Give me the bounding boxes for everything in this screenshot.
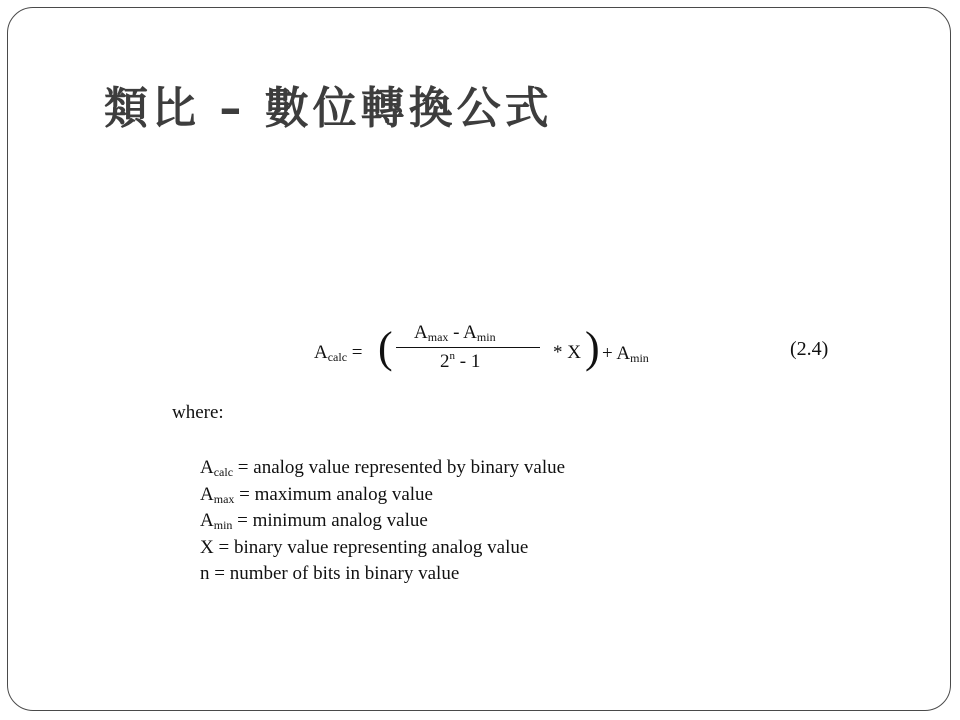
plus-a-min: [602, 343, 649, 365]
slide-title: 類比 – 數位轉換公式: [104, 83, 553, 134]
definition-text: = number of bits in binary value: [209, 563, 460, 584]
definition-subscript: calc: [213, 465, 234, 479]
numerator-minus-a-min: - A: [448, 322, 477, 343]
denominator-exponent: n: [449, 350, 455, 362]
fraction-numerator: [414, 322, 496, 344]
lhs-symbol: A: [314, 342, 328, 363]
denominator-minus-one: - 1: [455, 351, 481, 372]
definition-symbol: A: [200, 483, 214, 505]
definition-a-calc: [200, 455, 565, 482]
definition-x: [200, 535, 565, 562]
denominator-base: 2: [440, 351, 450, 372]
right-parenthesis: ): [585, 323, 600, 372]
definitions-list: [200, 455, 565, 588]
definition-a-max: [200, 482, 565, 509]
definition-text: = maximum analog value: [234, 483, 433, 505]
definition-symbol: A: [200, 510, 214, 531]
numerator-max-subscript: max: [427, 330, 449, 344]
definition-text: = binary value representing analog value: [213, 536, 529, 558]
definition-symbol: n: [200, 563, 210, 584]
plus-min-subscript: min: [630, 351, 649, 365]
definition-a-min: [200, 508, 565, 535]
definition-subscript: max: [213, 491, 235, 506]
equals-sign: =: [351, 342, 363, 363]
numerator-a-max: A: [414, 322, 428, 343]
definition-symbol: X: [200, 536, 214, 558]
lhs-subscript: calc: [327, 350, 348, 364]
definition-subscript: min: [213, 518, 233, 532]
definition-text: = minimum analog value: [232, 510, 428, 531]
definition-text: = analog value represented by binary value: [233, 457, 566, 478]
fraction-bar: [396, 347, 540, 348]
where-label: where:: [172, 402, 224, 423]
left-parenthesis: (: [378, 323, 393, 372]
equation-number: (2.4): [790, 338, 829, 360]
formula-lhs: [314, 342, 363, 364]
plus-a: + A: [602, 343, 631, 364]
fraction-denominator: [440, 351, 480, 373]
definition-n: [200, 561, 565, 588]
numerator-min-subscript: min: [476, 330, 496, 344]
definition-symbol: A: [200, 457, 214, 478]
times-x: * X: [553, 342, 581, 363]
